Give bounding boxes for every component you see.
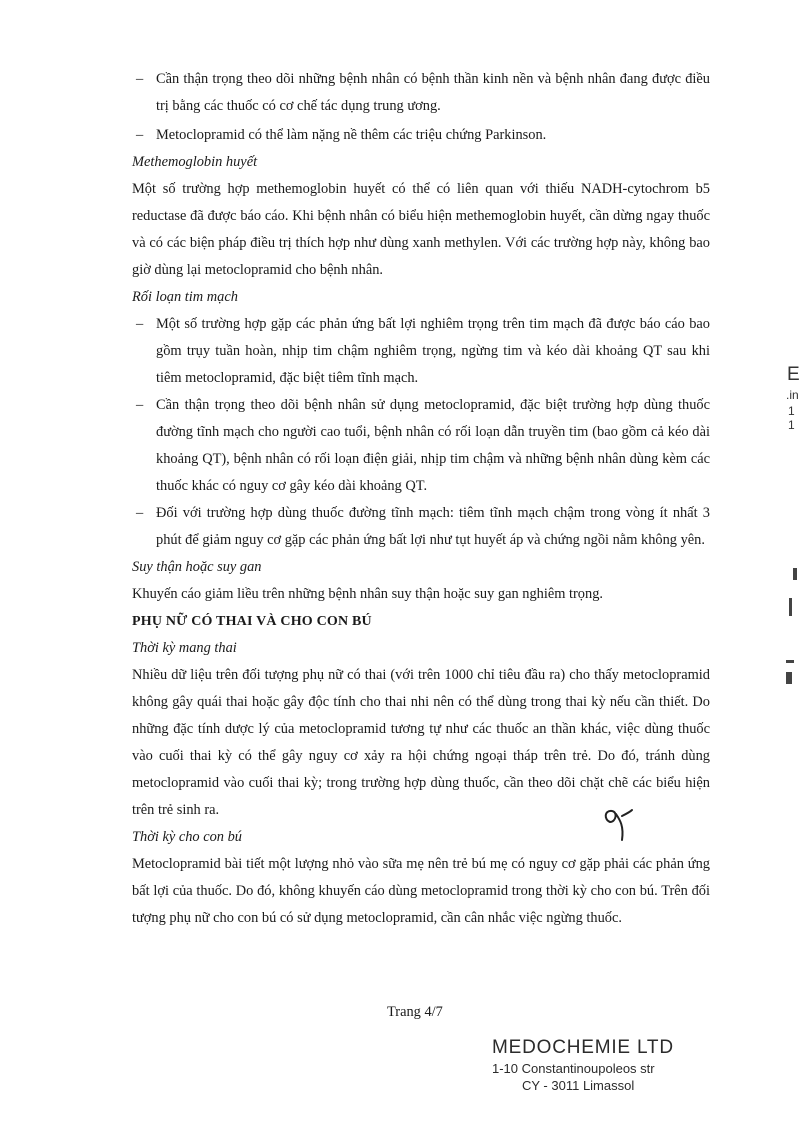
cardio-heading: Rối loạn tim mạch bbox=[132, 289, 238, 305]
stamp-company: MEDOCHEMIE LTD bbox=[492, 1037, 674, 1058]
pregnancy-paragraph: Nhiều dữ liệu trên đối tượng phụ nữ có thai (với trên 1000 chỉ tiêu đầu ra) cho thấy metoclopramid không gây quái thai hoặc gây độc tính cho thai nhi nên có thể dùng trong thai kỳ nếu cần thiết. Do những đặc tính dược lý của metoclopramid tương tự như các thuốc an thần khác, việc dùng thuốc vào cuối thai kỳ có thể gây nguy cơ xảy ra hội chứng ngoại tháp trên trẻ. Do đó, tránh dùng metoclopramid vào cuối thai kỳ; trong trường hợp dùng thuốc, cần theo dõi chặt chẽ các biểu hiện trên trẻ sinh ra. bbox=[132, 667, 710, 818]
bullet-text: Metoclopramid có thể làm nặng nề thêm các triệu chứng Parkinson. bbox=[156, 127, 547, 143]
dash-icon: – bbox=[136, 505, 144, 521]
list-item bbox=[132, 311, 710, 392]
breastfeeding-paragraph: Metoclopramid bài tiết một lượng nhỏ vào sữa mẹ nên trẻ bú mẹ có nguy cơ gặp phải các phản ứng bất lợi của thuốc. Do đó, không khuyến cáo dùng metoclopramid trong thời kỳ cho con bú. Trên đối tượng phụ nữ cho con bú có sử dụng metoclopramid, cần cân nhắc việc ngừng thuốc. bbox=[132, 856, 710, 926]
edge-speck bbox=[786, 672, 792, 684]
document-body bbox=[132, 66, 710, 932]
edge-speck bbox=[789, 598, 792, 616]
dash-icon: – bbox=[136, 127, 144, 143]
renal-paragraph: Khuyến cáo giảm liều trên những bệnh nhân suy thận hoặc suy gan nghiêm trọng. bbox=[132, 586, 603, 602]
edge-speck bbox=[793, 568, 797, 580]
methemoglobin-heading: Methemoglobin huyết bbox=[132, 154, 258, 170]
methemoglobin-paragraph: Một số trường hợp methemoglobin huyết có thể có liên quan với thiếu NADH-cytochrom b5 reductase đã được báo cáo. Khi bệnh nhân có biểu hiện methemoglobin huyết, cần dừng ngay thuốc và có các biện pháp điều trị thích hợp như dùng xanh methylen. Với các trường hợp này, không bao giờ dùng lại metoclopramid cho bệnh nhân. bbox=[132, 181, 710, 278]
list-item bbox=[132, 392, 710, 500]
bullet-text: Cần thận trọng theo dõi những bệnh nhân có bệnh thần kinh nền và bệnh nhân đang được điều trị bằng các thuốc có cơ chế tác dụng trung ương. bbox=[156, 71, 710, 114]
breastfeeding-heading: Thời kỳ cho con bú bbox=[132, 829, 242, 845]
edge-mark-in: .in bbox=[786, 388, 799, 402]
page-number: Trang 4/7 bbox=[387, 1004, 443, 1020]
dash-icon: – bbox=[136, 316, 144, 332]
pregnancy-heading: Thời kỳ mang thai bbox=[132, 640, 237, 656]
signature-icon bbox=[600, 806, 636, 851]
company-stamp bbox=[492, 1036, 692, 1094]
bullet-text: Cần thận trọng theo dõi bệnh nhân sử dụng metoclopramid, đặc biệt trường hợp dùng thuốc đường tĩnh mạch cho người cao tuổi, bệnh nhân có rối loạn dẫn truyền tim (bao gồm cả kéo dài khoảng QT), bệnh nhân có rối loạn điện giải, nhịp tim chậm và những bệnh nhân dùng kèm các thuốc khác có nguy cơ gây kéo dài khoảng QT. bbox=[156, 397, 710, 494]
renal-heading: Suy thận hoặc suy gan bbox=[132, 559, 262, 575]
edge-speck bbox=[786, 660, 794, 663]
stamp-address-line1: 1-10 Constantinoupoleos str bbox=[492, 1061, 655, 1076]
edge-mark-ones: 1 1 bbox=[788, 404, 795, 432]
dash-icon: – bbox=[136, 71, 144, 87]
pregnancy-section-title: PHỤ NỮ CÓ THAI VÀ CHO CON BÚ bbox=[132, 614, 372, 629]
list-item bbox=[132, 122, 710, 149]
bullet-text: Đối với trường hợp dùng thuốc đường tĩnh mạch: tiêm tĩnh mạch chậm trong vòng ít nhất 3 phút để giảm nguy cơ gặp các phản ứng bất lợi như tụt huyết áp và chứng ngồi nằm không yên. bbox=[156, 505, 710, 548]
bullet-text: Một số trường hợp gặp các phản ứng bất lợi nghiêm trọng trên tim mạch đã được báo cáo bao gồm trụy tuần hoàn, nhịp tim chậm nghiêm trọng, ngừng tim và kéo dài khoảng QT sau khi tiêm metoclopramid, đặc biệt tiêm tĩnh mạch. bbox=[156, 316, 710, 386]
stamp-address-line2: CY - 3011 Limassol bbox=[522, 1078, 635, 1093]
list-item bbox=[132, 500, 710, 554]
dash-icon: – bbox=[136, 397, 144, 413]
list-item bbox=[132, 66, 710, 120]
edge-mark-e: E bbox=[787, 364, 800, 385]
